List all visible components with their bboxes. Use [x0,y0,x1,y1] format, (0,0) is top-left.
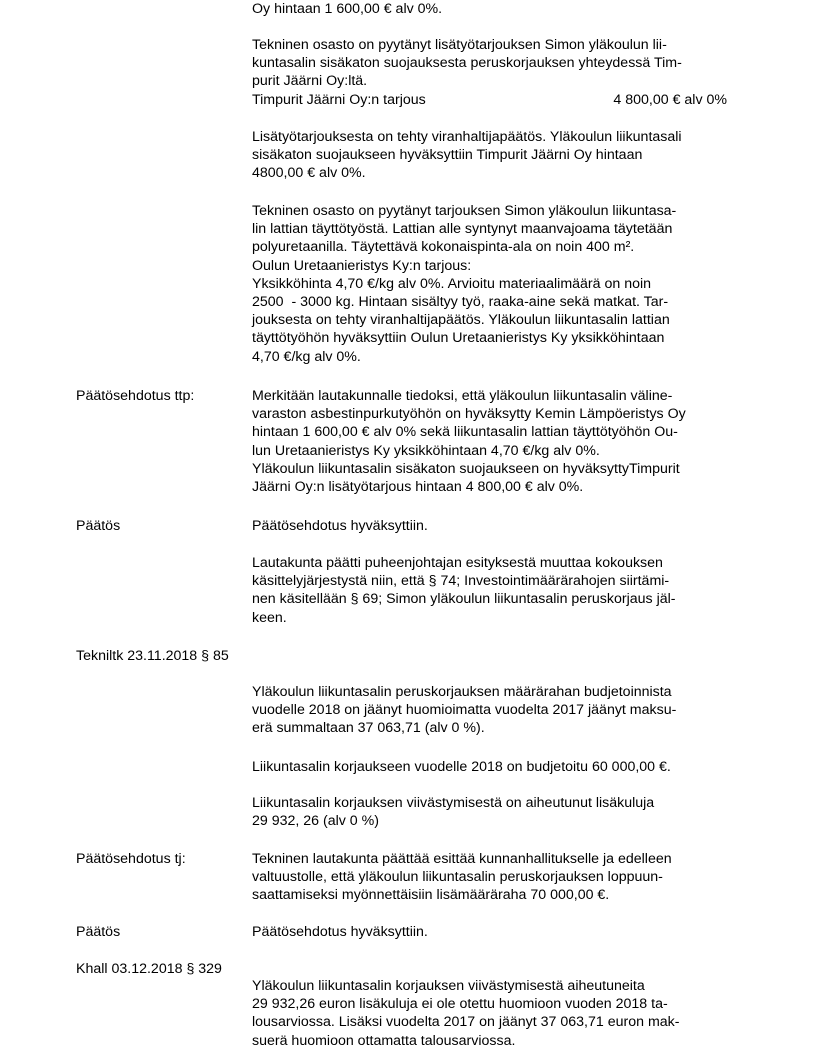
paragraph-12: Tekninen lautakunta päättää esittää kunnanhallitukselle ja edelleen valtuustolle, että yläkoulun liikuntasalin peruskorjauksen loppuun- saattamiseksi myönnettäisiin lisämääräraha 70 000,00 €. [252,851,672,904]
offer-value: 4 800,00 € alv 0% [613,92,727,108]
offer-label: Timpurit Jäärni Oy:n tarjous [252,92,426,108]
paragraph-14: Yläkoulun liikuntasalin korjauksen viivästymisestä aiheutuneita 29 932,26 euron lisäkuluja ei ole otettu huomioon vuoden 2018 ta- lousarviossa. Lisäksi vuodelta 2017 on jäänyt 37 063,71 euron mak- suerä huomioon ottamatta talousarviossa. [252,978,680,1049]
paragraph-3: Lisätyötarjouksesta on tehty viranhaltijapäätös. Yläkoulun liikuntasali sisäkaton suojaukseen hyväksyttiin Timpurit Jäärni Oy hintaan 4800,00 € alv 0%. [252,129,682,182]
label-decision-2: Päätös [76,924,121,940]
section-heading-tekniltk: Tekniltk 23.11.2018 § 85 [76,648,229,664]
section-heading-khall: Khall 03.12.2018 § 329 [76,961,222,977]
paragraph-5: Merkitään lautakunnalle tiedoksi, että yläkoulun liikuntasalin väline- varaston asbestinpurkutyöhön on hyväksytty Kemin Lämpöeristys Oy hintaan 1 600,00 € alv 0% sekä liikuntasalin lattian täyttötyöhön Ou- lun Uretaanieristys Ky yksikköhintaan 4,70 €/kg alv 0%. Yläkoulun liikuntasalin sisäkaton suojaukseen on hyväksyttyTimpurit Jäärni Oy:n lisätyötarjous hintaan 4 800,00 € alv 0%. [252,388,686,496]
label-decision-1: Päätös [76,518,121,534]
paragraph-2: Tekninen osasto on pyytänyt lisätyötarjouksen Simon yläkoulun lii- kuntasalin sisäkaton suojauksesta peruskorjauksen yhteydessä Tim- purit Jäärni Oy:ltä. [252,37,682,90]
offer-row [252,91,727,109]
paragraph-4: Tekninen osasto on pyytänyt tarjouksen Simon yläkoulun liikuntasa- lin lattian täyttötyöstä. Lattian alle syntynyt maanvajoama täytetään polyuretaanilla. Täytettävä kokonaispinta-ala on noin 400 m². Oulun Uretaanieristys Ky:n tarjous: Yksikköhinta 4,70 €/kg alv 0%. Arvioitu materiaalimäärä on noin 2500 - 3000 kg. Hintaan sisältyy työ, raaka-aine sekä matkat. Tar- jouksesta on tehty viranhaltijapäätös. Yläkoulun liikuntasalin lattian täyttötyöhön hyväksyttiin Oulun Uretaanieristys Ky yksikköhintaan 4,70 €/kg alv 0%. [252,203,677,365]
paragraph-13: Päätösehdotus hyväksyttiin. [252,924,428,940]
paragraph-11: Liikuntasalin korjauksen viivästymisestä on aiheutunut lisäkuluja 29 932, 26 (alv 0 %) [252,795,655,830]
paragraph-10: Liikuntasalin korjaukseen vuodelle 2018 on budjetoitu 60 000,00 €. [252,759,671,775]
label-decision-proposal-tj: Päätösehdotus tj: [76,851,186,867]
paragraph-7: Lautakunta päätti puheenjohtajan esityksestä muuttaa kokouksen käsittelyjärjestystä niin, että § 74; Investointimäärärahojen siirtämi- nen käsitellään § 69; Simon yläkoulun liikuntasalin peruskorjaus jäl- keen. [252,555,676,626]
paragraph-6: Päätösehdotus hyväksyttiin. [252,518,428,534]
label-decision-proposal-ttp: Päätösehdotus ttp: [76,388,195,404]
paragraph-9: Yläkoulun liikuntasalin peruskorjauksen määrärahan budjetoinnista vuodelle 2018 on jäänyt huomioimatta vuodelta 2017 jäänyt maksu- erä summaltaan 37 063,71 (alv 0 %). [252,684,677,737]
paragraph-1: Oy hintaan 1 600,00 € alv 0%. [252,1,443,17]
